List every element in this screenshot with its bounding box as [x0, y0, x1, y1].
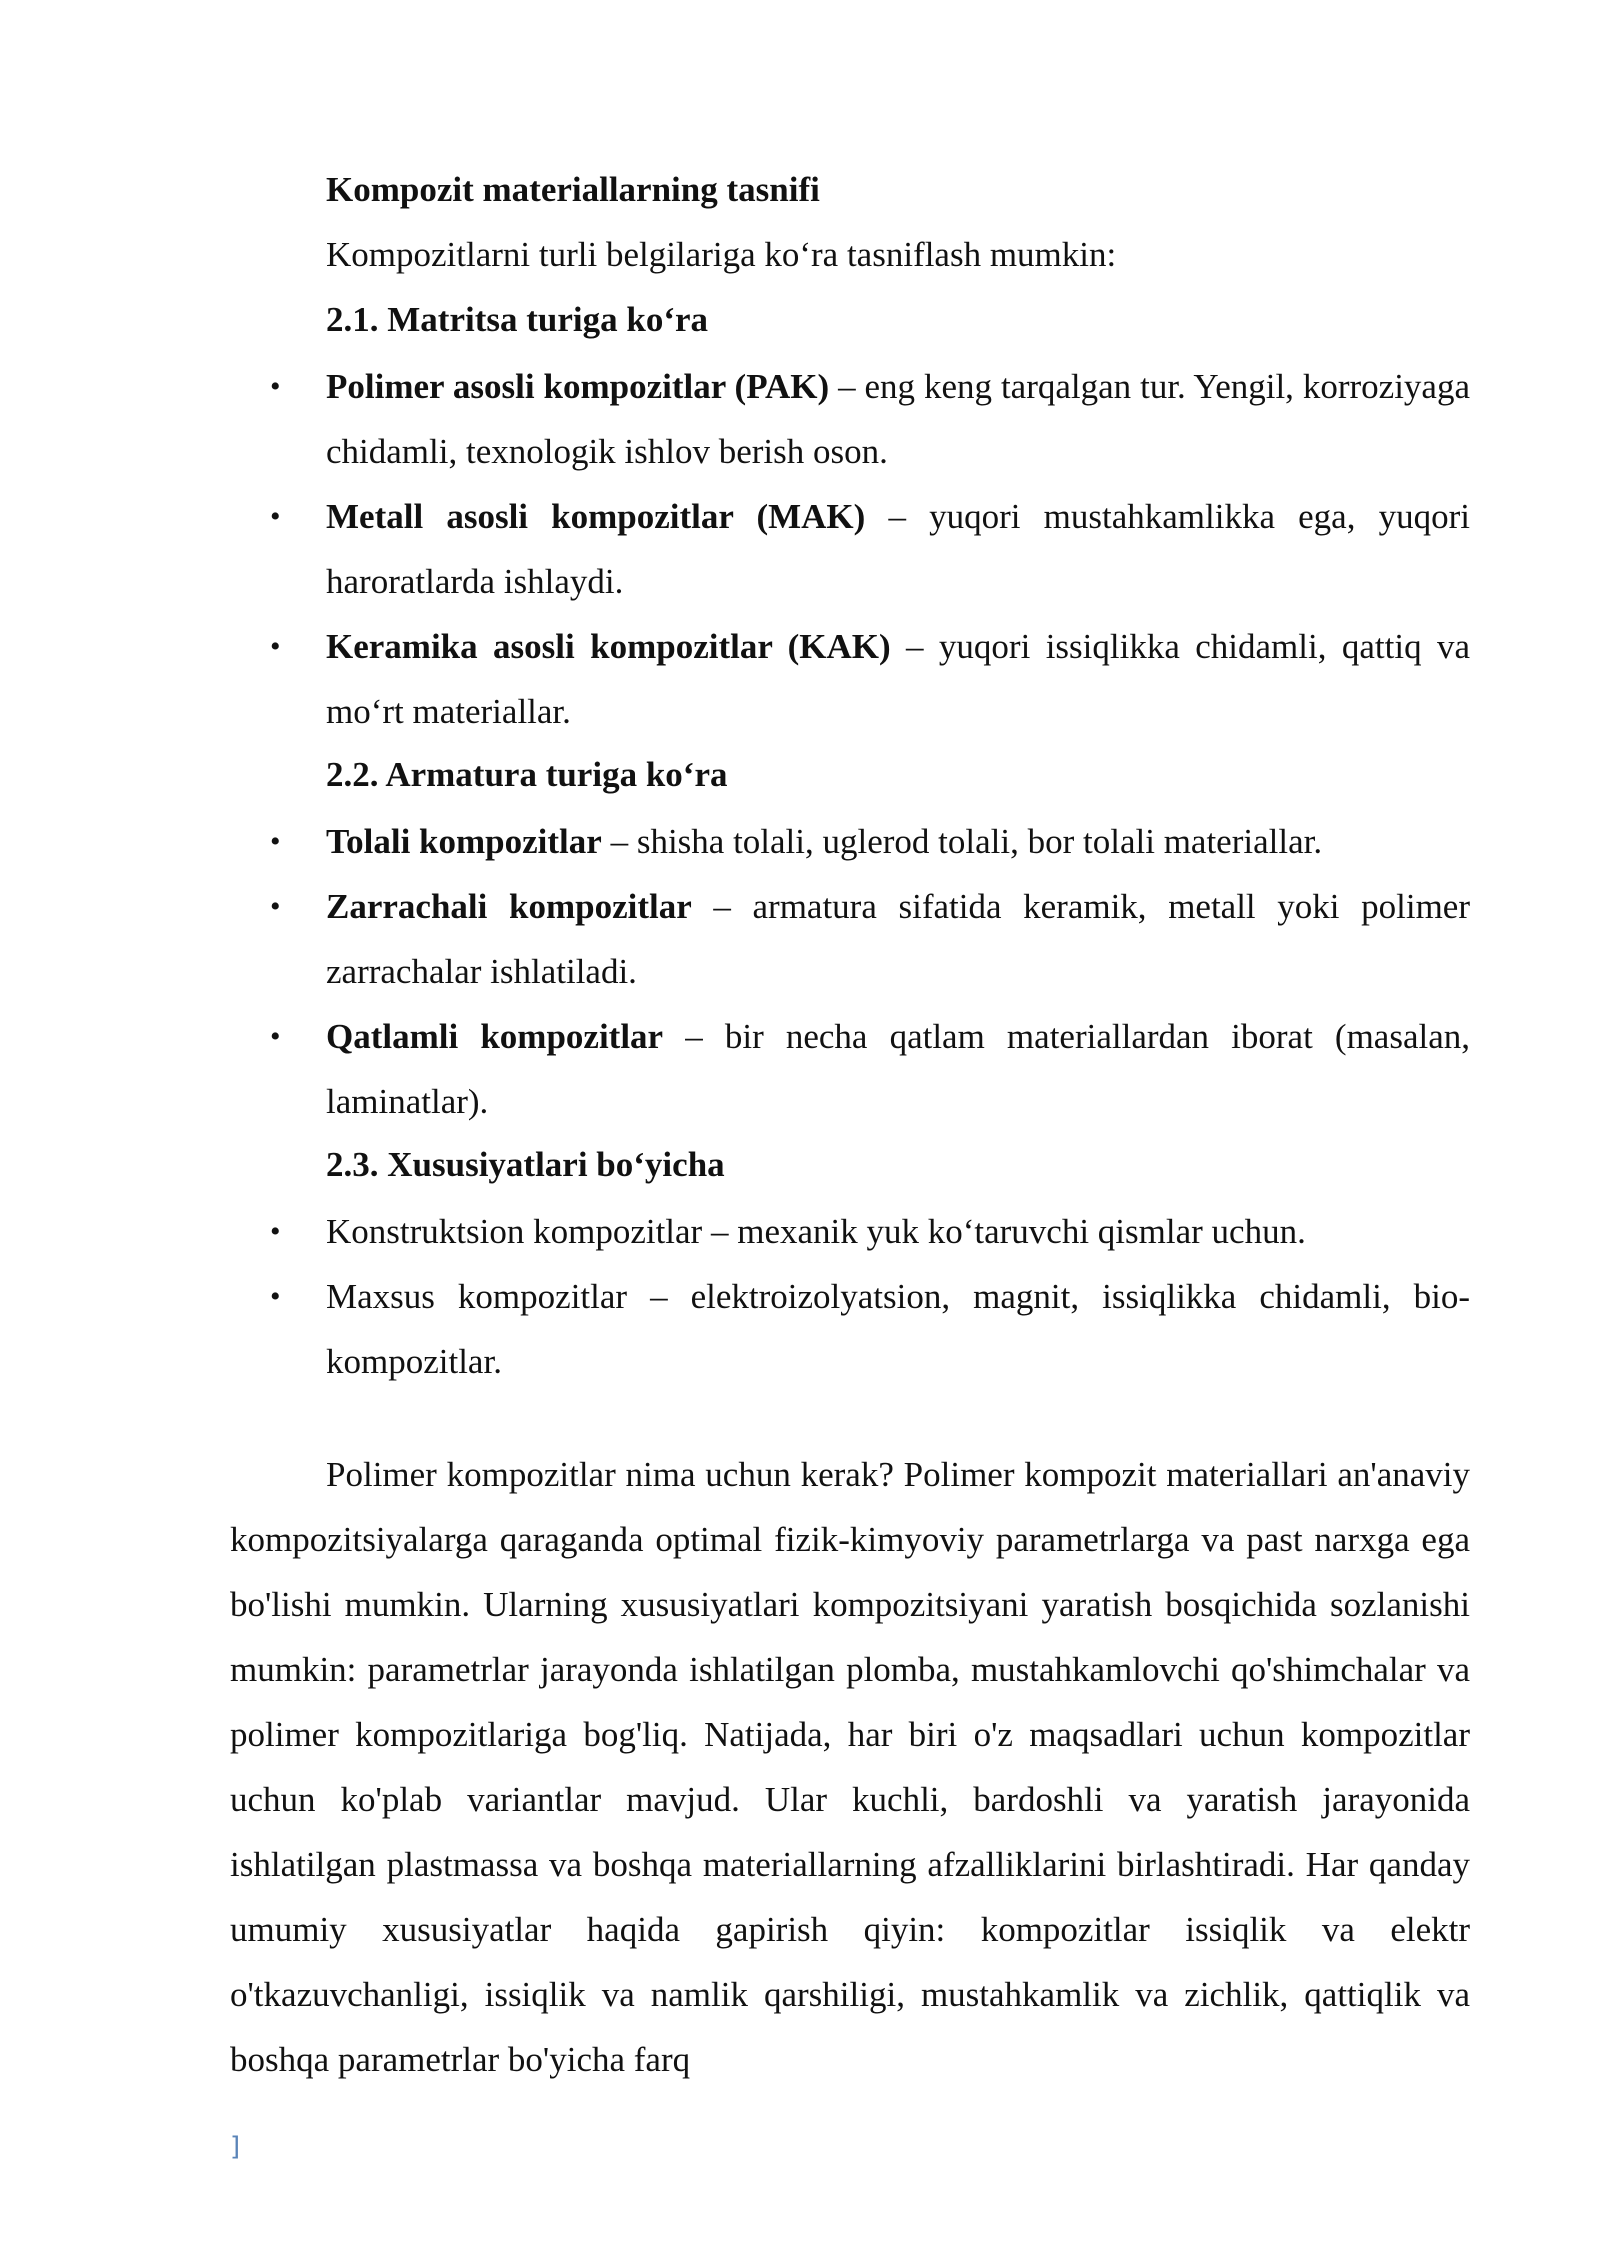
section-title-matrix: 2.1. Matritsa turiga ko‘ra: [326, 300, 709, 339]
item-description: Konstruktsion kompozitlar – mexanik yuk ko‘taruvchi qismlar uchun.: [326, 1212, 1306, 1251]
item-description: – shisha tolali, uglerod tolali, bor tolali materiallar.: [601, 822, 1323, 861]
section-title-reinforcement: 2.2. Armatura turiga ko‘ra: [326, 755, 728, 794]
item-description: – armatura sifatida keramik, metall yoki polimer zarrachalar ishlatiladi.: [326, 887, 1470, 991]
bullet-icon: •: [270, 500, 281, 533]
item-term: Tolali kompozitlar: [326, 822, 602, 861]
bullet-icon: •: [270, 370, 281, 403]
list-item: [270, 809, 1470, 874]
item-term: Zarrachali kompozitlar: [326, 887, 692, 926]
item-description: – yuqori issiqlikka chidamli, qattiq va mo‘rt materiallar.: [326, 627, 1470, 731]
list-item: [270, 1199, 1470, 1264]
item-term: Metall asosli kompozitlar (MAK): [326, 497, 866, 536]
bullet-icon: •: [270, 825, 281, 858]
bullet-icon: •: [270, 630, 281, 663]
intro-text: Kompozitlarni turli belgilariga ko‘ra tasniflash mumkin:: [326, 235, 1117, 274]
list-item: [270, 354, 1470, 484]
item-term: Polimer asosli kompozitlar (PAK): [326, 367, 830, 406]
list-item: [270, 874, 1470, 1004]
body-paragraph: Polimer kompozitlar nima uchun kerak? Polimer kompozit materiallari an'anaviy kompozitsiyalarga qaraganda optimal fizik-kimyoviy parametrlarga va past narxga ega bo'lishi mumkin. Ularning xususiyatlari kompozitsiyani yaratish bosqichida sozlanishi mumkin: parametrlar jarayonda ishlatilgan plomba, mustahkamlovchi qo'shimchalar va polimer kompozitlariga bog'liq. Natijada, har biri o'z maqsadlari uchun kompozitlar uchun ko'plab variantlar mavjud. Ular kuchli, bardoshli va yaratish jarayonida ishlatilgan plastmassa va boshqa materiallarning afzalliklarini birlashtiradi. Har qanday umumiy xususiyatlar haqida gapirish qiyin: kompozitlar issiqlik va elektr o'tkazuvchanligi, issiqlik va namlik qarshiligi, mustahkamlik va zichlik, qattiqlik va boshqa parametrlar bo'yicha farq: [230, 1455, 1470, 2079]
item-term: Qatlamli kompozitlar: [326, 1017, 664, 1056]
bullet-icon: •: [270, 890, 281, 923]
list-item: [270, 484, 1470, 614]
list-item: [270, 1004, 1470, 1134]
bullet-icon: •: [270, 1280, 281, 1313]
list-item: [270, 614, 1470, 744]
document-heading: Kompozit materiallarning tasnifi: [326, 170, 820, 209]
item-description: – bir necha qatlam materiallardan iborat (masalan, laminatlar).: [326, 1017, 1471, 1121]
item-description: – eng keng tarqalgan tur. Yengil, korroziyaga chidamli, texnologik ishlov berish oson.: [326, 367, 1471, 471]
item-term: Keramika asosli kompozitlar (KAK): [326, 627, 891, 666]
footer-bracket-mark: ]: [230, 2132, 241, 2162]
item-description: – yuqori mustahkamlikka ega, yuqori haroratlarda ishlaydi.: [326, 497, 1470, 601]
item-description: Maxsus kompozitlar – elektroizolyatsion, magnit, issiqlikka chidamli, bio-kompozitlar.: [326, 1277, 1470, 1381]
bullet-icon: •: [270, 1020, 281, 1053]
section-title-properties: 2.3. Xususiyatlari bo‘yicha: [326, 1145, 725, 1184]
bullet-icon: •: [270, 1215, 281, 1248]
list-item: [270, 1264, 1470, 1394]
